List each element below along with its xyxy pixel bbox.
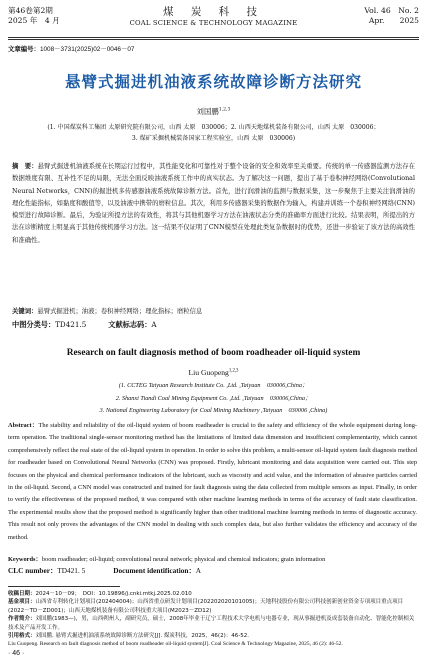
running-header <box>8 6 419 36</box>
header-rule <box>8 37 419 38</box>
footnote-funding: 基金项目：山西省专利转化计划项目(202404004)；山西省重点研发计划项目(202202020101005)；天地科技股份有限公司科技创新创业资金专项项目重点项目(2022－TD－ZD001)；山西天地煤机装备有限公司科技重大项目(M2023－ZD12) <box>8 599 404 614</box>
affiliation-cn-line: 3. 煤矿采掘机械装备国家工程实验室，山西 太原 030006) <box>131 135 296 142</box>
keywords-en: Keywords：boom roadheader; oil-liquid; convolutional neural network; physical and chemical indicators; grain information <box>8 556 326 563</box>
date-en: Apr. 2025 <box>368 16 419 25</box>
header-right <box>364 6 419 26</box>
abstract-en-label: Abstract： <box>8 422 39 429</box>
abstract-cn-label: 摘 要： <box>12 163 38 170</box>
abstract-cn-text: 悬臂式掘进机油液系统在长期运行过程中，其性能变化和可靠性对于整个设备的安全和效率至关重要。传统的单一传感器监测方法存在数据维度有限、互补性不足的局限，无法全面反映油液系统工作中的真实状态。为了解决这一问题，提出了基于卷积神经网络(Convolutional Neural Networks，CNN)的掘进机多传感器油液系统故障诊断方法。首先，进行润滑油的监测与数据采集，这一步聚焦于主要关注润滑油的理化性能指标，如黏度和酸值等，以及油液中携带的磨粒信息。其次，利用多传感器采集的数据作为输入，构建并训练一个卷积神经网络(CNN)模型进行故障诊断。最后，为验证所提方法的有效性，将其与其他机器学习方法在油液状态分类的准确率方面进行比较。结果表明，所提出的方法在诊断精度上明显高于其他传统机器学习方法。这一结果不仅证明了CNN模型在处理此类复杂数据时的优势，还进一步验证了该方法的高效性和准确性。 <box>12 163 415 244</box>
journal-name-cn: 煤 炭 科 技 <box>162 6 264 18</box>
volume-issue-en: Vol. 46 No. 2 <box>364 6 419 15</box>
header-rule-thin <box>8 39 419 40</box>
footnote-citation: 引用格式：刘国鹏. 悬臂式掘进机油液系统故障诊断方法研究[J]. 煤炭科技，2025，46(2)：46-52. <box>8 633 249 640</box>
footnote-received: 收稿日期：2024－10－09； DOI：10.19896/j.cnki.mtkj.2025.02.010 <box>8 591 192 597</box>
affiliation-en-line: 2. Shanxi Tiandi Coal Mining Equipment Co. ,Ltd. ,Taiyuan 030006,China； <box>115 394 312 402</box>
journal-name-en: COAL SCIENCE & TECHNOLOGY MAGAZINE <box>129 19 298 27</box>
article-number: 文章编号：1008－3731(2025)02－0046－07 <box>8 46 135 53</box>
keywords-cn: 关键词：悬臂式掘进机；油液；卷积神经网络；理化指标；磨粒信息 <box>12 308 203 315</box>
footnote-rule <box>8 586 120 587</box>
date-cn: 2025 年 4 月 <box>8 16 60 25</box>
abstract-en <box>8 420 417 544</box>
affiliation-cn-line: (1. 中国煤炭科工集团 太原研究院有限公司，山西 太原 030006；2. 山西天地煤机装备有限公司，山西 太原 030006； <box>47 124 380 131</box>
volume-issue-cn: 第46卷第2期 <box>8 6 53 15</box>
title-cn: 悬臂式掘进机油液系统故障诊断方法研究 <box>64 73 362 91</box>
page-number: · 46 · <box>8 650 25 657</box>
classification-en: CLC number：TD421. 5 Document identification：A <box>8 566 202 575</box>
author-cn: 刘国鹏$^{1,2,3}$ <box>196 107 231 116</box>
affiliation-en-line: 3. National Engineering Laboratory for Coal Mining Machinery ,Taiyuan 030006 ,China) <box>99 407 328 415</box>
affiliation-cn <box>14 122 413 144</box>
abstract-cn <box>12 161 415 247</box>
header-center <box>8 6 419 28</box>
affiliation-en-line: (1. CCTEG Taiyuan Research Institute Co. ,Ltd. ,Taiyuan 030006,China； <box>118 382 309 389</box>
footnotes <box>8 590 417 649</box>
footnote-author-bio: 作者简介：刘国鹏(1983—)，男，山西朔州人，副研究员，硕士，2008年毕业于辽宁工程技术大学电机与电器专业，现从事掘进机及成套装备自动化、智能化控制相关技术及产品开发工作。 <box>8 616 415 631</box>
author-en: Liu Guopeng$^{1,2,3}$ <box>188 368 239 377</box>
affiliation-en <box>10 380 417 418</box>
abstract-en-text: The stability and reliability of the oil-liquid system of boom roadheader is crucial to the safety and efficiency of the whole equipment during long-term operation. The traditional single-sensor monitoring method has the limitations of limited data dimension and insufficient complementarity, which cannot comprehensively reflect the real state of the oil-liquid system in operation. In order to solve this problem, a multi-sensor oil-liquid system fault diagnosis method for roadheader based on Convolutional Neural Networks (CNN) was proposed. Firstly, lubricant monitoring and data acquisition were carried out. This step focuses on the physical and chemical performance indicators of the lubricant, such as viscosity and acid value, and the information of abrasive particles carried in the oil-liquid. Second, a CNN model was constructed and trained for fault diagnosis using the data collected from multiple sensors as input. Finally, in order to verify the effectiveness of the proposed method, it was compared with other machine learning methods in terms of the accuracy of fault state classification. The experimental results show that the proposed method is significantly higher than other traditional machine learning methods in terms of diagnostic accuracy. This result not only proves the advantages of the CNN model in dealing with such complex data, but also further validates the efficiency and accuracy of the method. <box>8 422 418 541</box>
footnote-citation-en: Liu Guopeng. Research on fault diagnosis method of boom roadheader oil-liquid system[J]. Coal Science & Technology Magazine, 2025, 46 (2): 46-52. <box>8 641 343 648</box>
title-en: Research on fault diagnosis method of boom roadheader oil-liquid system <box>66 348 361 358</box>
classification-cn: 中图分类号：TD421.5 文献标志码：A <box>12 320 157 329</box>
